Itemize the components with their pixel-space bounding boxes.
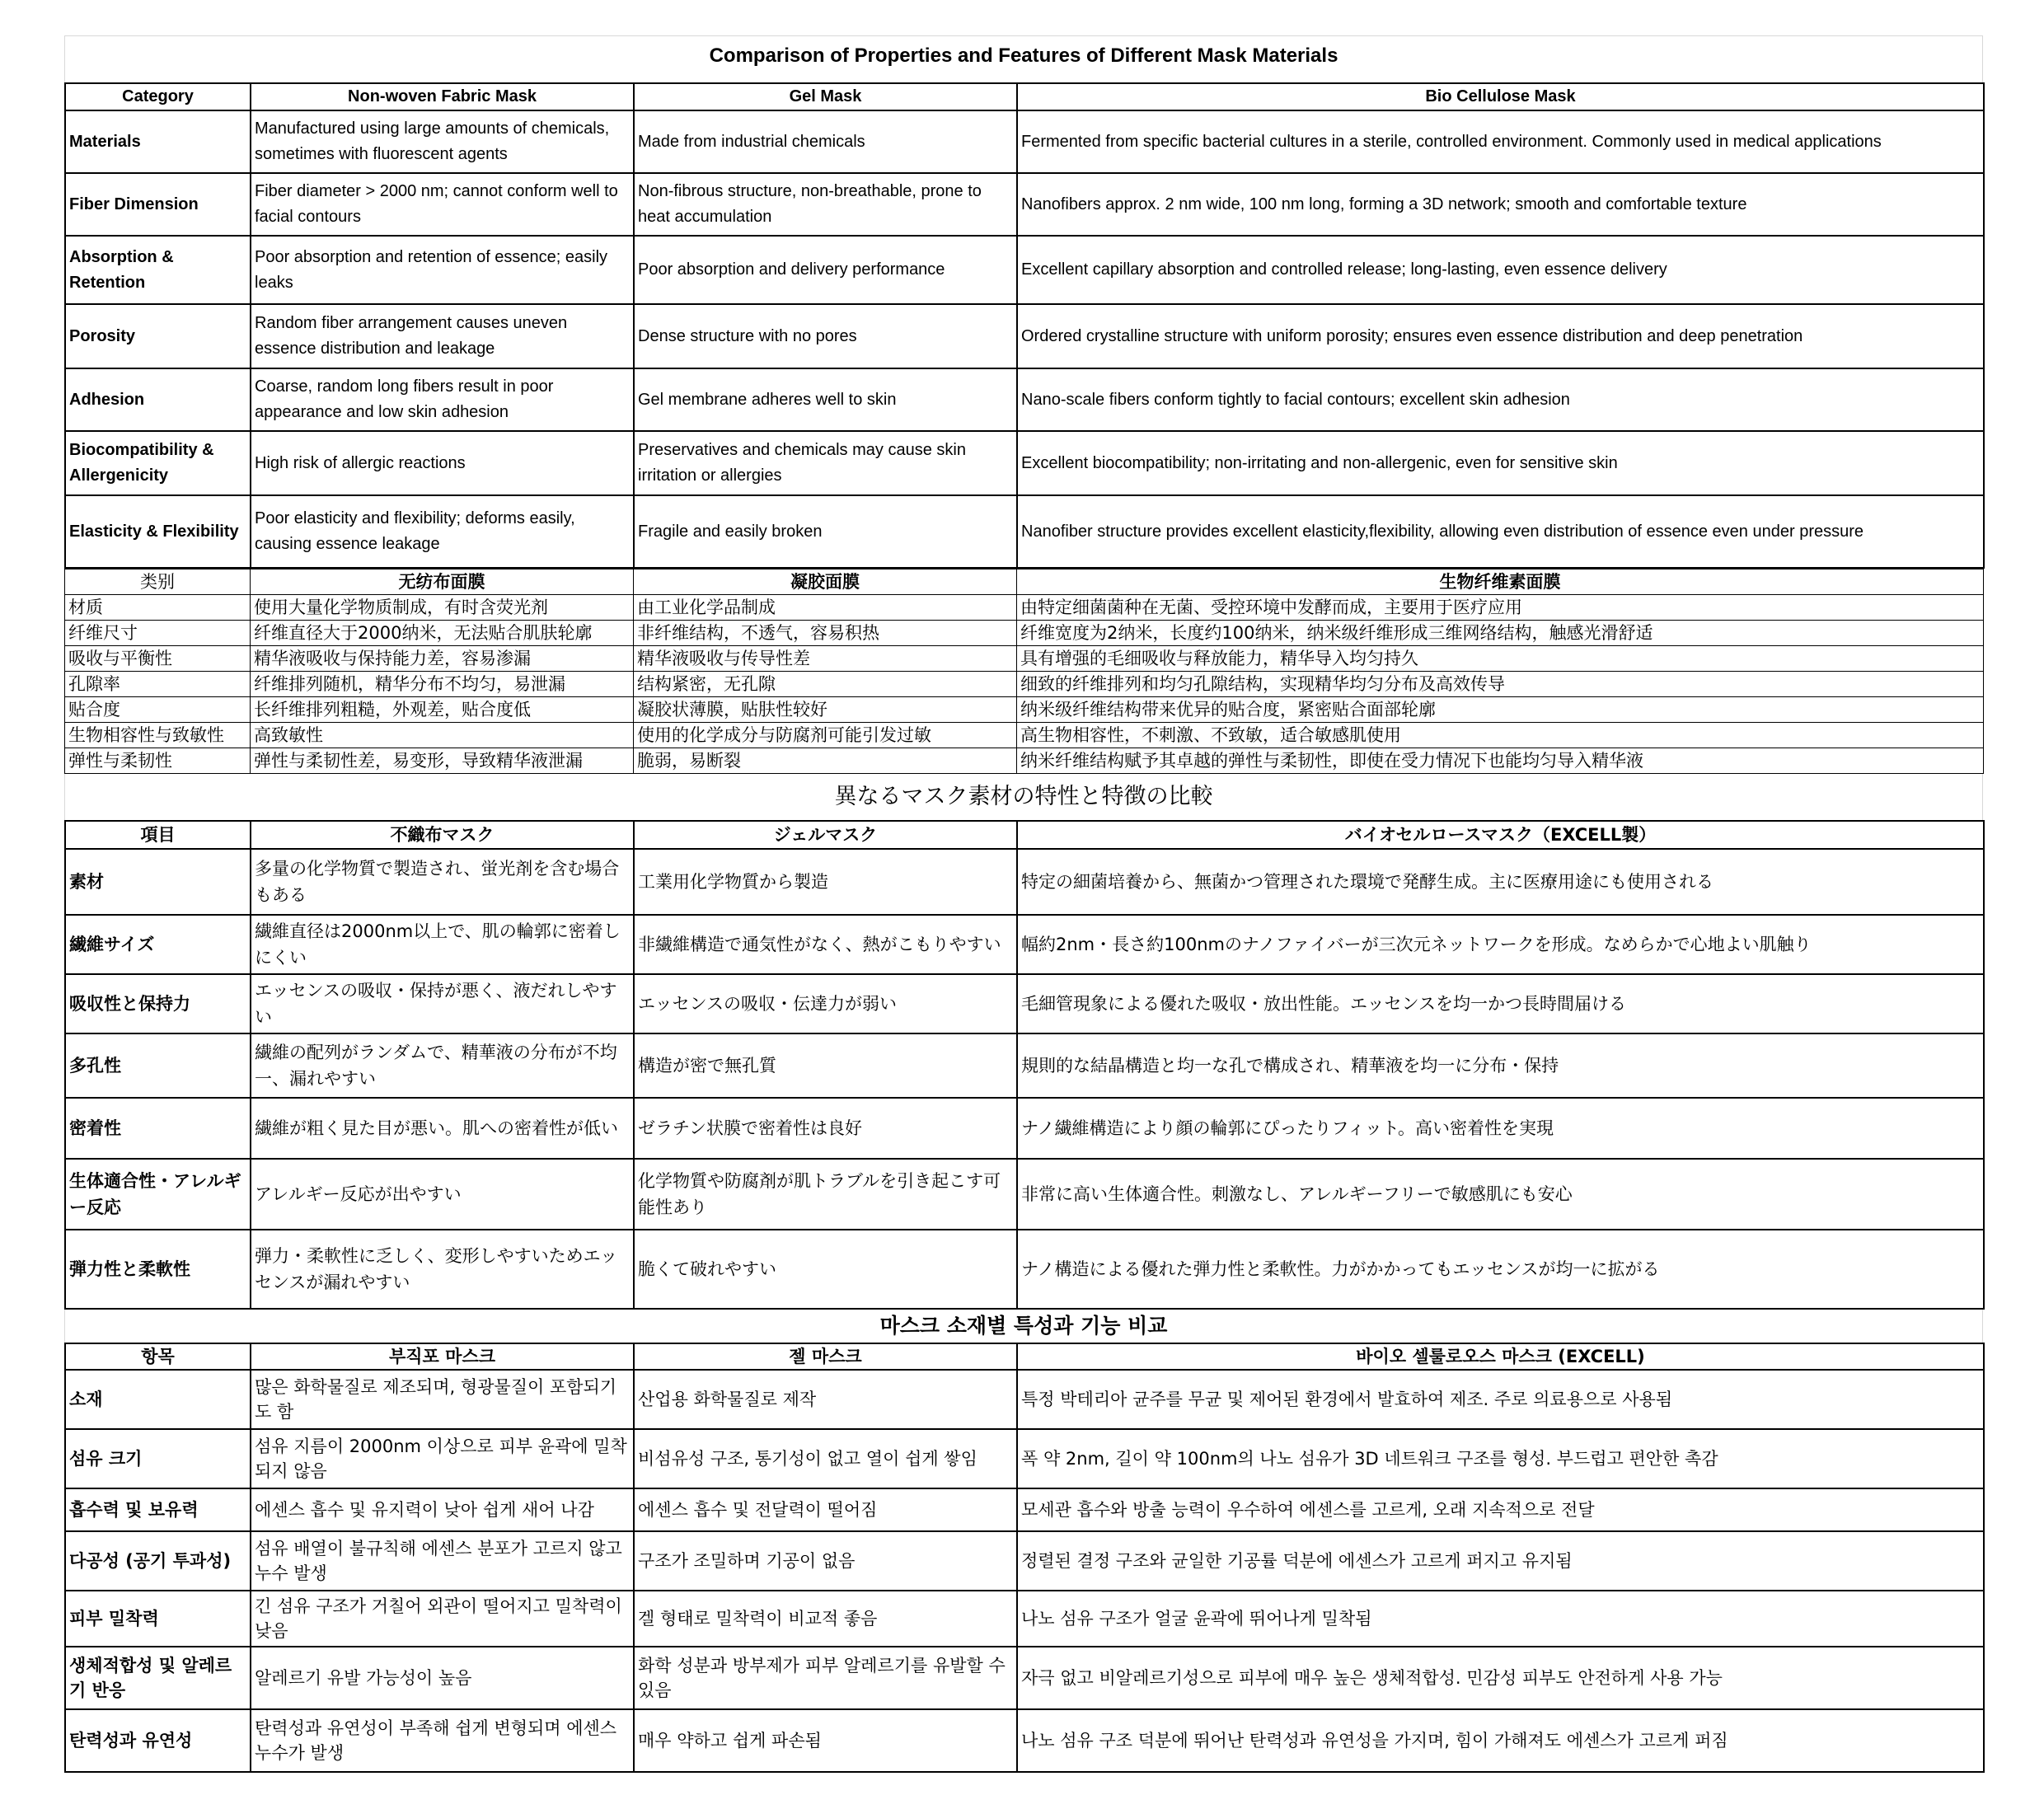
cell-gel: 구조가 조밀하며 기공이 없음	[634, 1531, 1017, 1591]
cell-gel: 매우 약하고 쉽게 파손됨	[634, 1709, 1017, 1772]
row-category: 소재	[65, 1370, 251, 1429]
cell-gel: 非繊維構造で通気性がなく、熱がこもりやすい	[634, 915, 1017, 974]
table-row	[65, 672, 1984, 697]
cell-nonwoven: 精华液吸收与保持能力差，容易渗漏	[251, 646, 634, 672]
table-row	[65, 748, 1984, 774]
header-row	[65, 1343, 1984, 1370]
row-category: Materials	[65, 110, 251, 173]
cell-gel: Preservatives and chemicals may cause skin irritation or allergies	[634, 431, 1017, 495]
cell-nonwoven: Random fiber arrangement causes uneven essence distribution and leakage	[251, 304, 634, 368]
header-gel: 凝胶面膜	[634, 569, 1017, 595]
table-row	[65, 1488, 1984, 1531]
row-category: 탄력성과 유연성	[65, 1709, 251, 1772]
header-nonwoven: 无纺布面膜	[251, 569, 634, 595]
cell-biocellulose: 纳米级纤维结构带来优异的贴合度，紧密贴合面部轮廓	[1017, 697, 1984, 723]
header-category: 항목	[65, 1343, 251, 1370]
row-category: 弹性与柔韧性	[65, 748, 251, 774]
table-row	[65, 621, 1984, 646]
row-category: 贴合度	[65, 697, 251, 723]
cell-gel: 工業用化学物質から製造	[634, 849, 1017, 915]
cell-gel: 脆くて破れやすい	[634, 1230, 1017, 1309]
cell-gel: Poor absorption and delivery performance	[634, 236, 1017, 304]
cell-gel: 화학 성분과 방부제가 피부 알레르기를 유발할 수 있음	[634, 1647, 1017, 1709]
table-row	[65, 1591, 1984, 1647]
japanese-table	[64, 820, 1985, 1310]
chinese-table	[64, 569, 1984, 774]
table-row	[65, 1098, 1984, 1159]
header-biocellulose: 바이오 셀룰로오스 마스크 (EXCELL)	[1017, 1343, 1984, 1370]
japanese-title: 異なるマスク素材の特性と特徴の比較	[64, 774, 1983, 820]
table-row	[65, 595, 1984, 621]
cell-nonwoven: 섬유 지름이 2000nm 이상으로 피부 윤곽에 밀착되지 않음	[251, 1429, 634, 1488]
cell-nonwoven: 탄력성과 유연성이 부족해 쉽게 변형되며 에센스 누수가 발생	[251, 1709, 634, 1772]
table-row	[65, 697, 1984, 723]
row-category: 繊維サイズ	[65, 915, 251, 974]
row-category: 生体適合性・アレルギー反応	[65, 1159, 251, 1230]
cell-nonwoven: 긴 섬유 구조가 거칠어 외관이 떨어지고 밀착력이 낮음	[251, 1591, 634, 1647]
header-category: Category	[65, 83, 251, 110]
cell-gel: 脆弱，易断裂	[634, 748, 1017, 774]
table-row	[65, 723, 1984, 748]
cell-nonwoven: 알레르기 유발 가능성이 높음	[251, 1647, 634, 1709]
table-row	[65, 173, 1984, 236]
row-category: Adhesion	[65, 368, 251, 431]
cell-gel: 산업용 화학물질로 제작	[634, 1370, 1017, 1429]
table-row	[65, 236, 1984, 304]
table-row	[65, 646, 1984, 672]
cell-gel: 비섬유성 구조, 통기성이 없고 열이 쉽게 쌓임	[634, 1429, 1017, 1488]
cell-nonwoven: Fiber diameter > 2000 nm; cannot conform well to facial contours	[251, 173, 634, 236]
cell-biocellulose: 纳米纤维结构赋予其卓越的弹性与柔韧性，即使在受力情况下也能均匀导入精华液	[1017, 748, 1984, 774]
cell-nonwoven: Coarse, random long fibers result in poor appearance and low skin adhesion	[251, 368, 634, 431]
cell-biocellulose: 具有增强的毛细吸收与释放能力，精华导入均匀持久	[1017, 646, 1984, 672]
cell-gel: Non-fibrous structure, non-breathable, prone to heat accumulation	[634, 173, 1017, 236]
cell-biocellulose: 特定の細菌培養から、無菌かつ管理された環境で発酵生成。主に医療用途にも使用される	[1017, 849, 1984, 915]
row-category: 素材	[65, 849, 251, 915]
row-category: 다공성 (공기 투과성)	[65, 1531, 251, 1591]
cell-nonwoven: Poor elasticity and flexibility; deforms easily, causing essence leakage	[251, 495, 634, 568]
cell-nonwoven: 섬유 배열이 불규칙해 에센스 분포가 고르지 않고 누수 발생	[251, 1531, 634, 1591]
korean-title: 마스크 소재별 특성과 기능 비교	[64, 1310, 1983, 1343]
header-row	[65, 83, 1984, 110]
cell-nonwoven: 高致敏性	[251, 723, 634, 748]
header-nonwoven: 不織布マスク	[251, 821, 634, 849]
cell-biocellulose: 非常に高い生体適合性。刺激なし、アレルギーフリーで敏感肌にも安心	[1017, 1159, 1984, 1230]
cell-biocellulose: Excellent capillary absorption and controlled release; long-lasting, even essence delivery	[1017, 236, 1984, 304]
cell-nonwoven: アレルギー反応が出やすい	[251, 1159, 634, 1230]
row-category: 多孔性	[65, 1033, 251, 1098]
cell-gel: ゼラチン状膜で密着性は良好	[634, 1098, 1017, 1159]
header-category: 項目	[65, 821, 251, 849]
table-row	[65, 368, 1984, 431]
header-gel: 젤 마스크	[634, 1343, 1017, 1370]
cell-biocellulose: Nano-scale fibers conform tightly to facial contours; excellent skin adhesion	[1017, 368, 1984, 431]
header-nonwoven: Non-woven Fabric Mask	[251, 83, 634, 110]
cell-nonwoven: Poor absorption and retention of essence; easily leaks	[251, 236, 634, 304]
cell-biocellulose: 细致的纤维排列和均匀孔隙结构，实现精华均匀分布及高效传导	[1017, 672, 1984, 697]
cell-gel: エッセンスの吸収・伝達力が弱い	[634, 974, 1017, 1033]
table-row	[65, 849, 1984, 915]
row-category: 材质	[65, 595, 251, 621]
table-row	[65, 110, 1984, 173]
cell-gel: Fragile and easily broken	[634, 495, 1017, 568]
cell-nonwoven: Manufactured using large amounts of chemicals, sometimes with fluorescent agents	[251, 110, 634, 173]
cell-nonwoven: 长纤维排列粗糙，外观差，贴合度低	[251, 697, 634, 723]
row-category: 密着性	[65, 1098, 251, 1159]
cell-nonwoven: 弾力・柔軟性に乏しく、変形しやすいためエッセンスが漏れやすい	[251, 1230, 634, 1309]
spacer-row	[64, 76, 1983, 82]
english-title: Comparison of Properties and Features of Different Mask Materials	[64, 35, 1983, 76]
row-category: Porosity	[65, 304, 251, 368]
table-row	[65, 915, 1984, 974]
header-row	[65, 569, 1984, 595]
cell-gel: 由工业化学品制成	[634, 595, 1017, 621]
row-category: 生物相容性与致敏性	[65, 723, 251, 748]
row-category: 孔隙率	[65, 672, 251, 697]
cell-biocellulose: Fermented from specific bacterial cultures in a sterile, controlled environment. Commonly used in medical applications	[1017, 110, 1984, 173]
korean-table	[64, 1343, 1985, 1773]
header-biocellulose: 生物纤维素面膜	[1017, 569, 1984, 595]
cell-biocellulose: Nanofibers approx. 2 nm wide, 100 nm long, forming a 3D network; smooth and comfortable texture	[1017, 173, 1984, 236]
english-table	[64, 82, 1985, 569]
cell-nonwoven: 繊維の配列がランダムで、精華液の分布が不均一、漏れやすい	[251, 1033, 634, 1098]
cell-biocellulose: 規則的な結晶構造と均一な孔で構成され、精華液を均一に分布・保持	[1017, 1033, 1984, 1098]
cell-gel: 非纤维结构，不透气，容易积热	[634, 621, 1017, 646]
row-category: Fiber Dimension	[65, 173, 251, 236]
cell-nonwoven: 繊維直径は2000nm以上で、肌の輪郭に密着しにくい	[251, 915, 634, 974]
table-row	[65, 495, 1984, 568]
header-gel: ジェルマスク	[634, 821, 1017, 849]
table-row	[65, 1033, 1984, 1098]
cell-nonwoven: 많은 화학물질로 제조되며, 형광물질이 포함되기도 함	[251, 1370, 634, 1429]
cell-gel: 结构紧密，无孔隙	[634, 672, 1017, 697]
cell-nonwoven: 多量の化学物質で製造され、蛍光剤を含む場合もある	[251, 849, 634, 915]
cell-nonwoven: 弹性与柔韧性差，易变形，导致精华液泄漏	[251, 748, 634, 774]
cell-nonwoven: 纤维直径大于2000纳米，无法贴合肌肤轮廓	[251, 621, 634, 646]
cell-biocellulose: Ordered crystalline structure with uniform porosity; ensures even essence distribution and deep penetration	[1017, 304, 1984, 368]
cell-gel: 겔 형태로 밀착력이 비교적 좋음	[634, 1591, 1017, 1647]
cell-nonwoven: 에센스 흡수 및 유지력이 낮아 쉽게 새어 나감	[251, 1488, 634, 1531]
cell-gel: 凝胶状薄膜，贴肤性较好	[634, 697, 1017, 723]
cell-gel: 構造が密で無孔質	[634, 1033, 1017, 1098]
cell-gel: 에센스 흡수 및 전달력이 떨어짐	[634, 1488, 1017, 1531]
cell-biocellulose: 高生物相容性，不刺激、不致敏，适合敏感肌使用	[1017, 723, 1984, 748]
table-row	[65, 431, 1984, 495]
cell-nonwoven: 使用大量化学物质制成，有时含荧光剂	[251, 595, 634, 621]
cell-biocellulose: 纤维宽度为2纳米，长度约100纳米，纳米级纤维形成三维网络结构，触感光滑舒适	[1017, 621, 1984, 646]
cell-biocellulose: 나노 섬유 구조가 얼굴 윤곽에 뛰어나게 밀착됨	[1017, 1591, 1984, 1647]
cell-nonwoven: 繊維が粗く見た目が悪い。肌への密着性が低い	[251, 1098, 634, 1159]
spreadsheet	[64, 35, 1983, 1773]
table-row	[65, 1531, 1984, 1591]
row-category: Biocompatibility & Allergenicity	[65, 431, 251, 495]
cell-biocellulose: 정렬된 결정 구조와 균일한 기공률 덕분에 에센스가 고르게 퍼지고 유지됨	[1017, 1531, 1984, 1591]
cell-nonwoven: エッセンスの吸収・保持が悪く、液だれしやすい	[251, 974, 634, 1033]
table-row	[65, 1370, 1984, 1429]
cell-gel: Gel membrane adheres well to skin	[634, 368, 1017, 431]
cell-gel: 使用的化学成分与防腐剂可能引发过敏	[634, 723, 1017, 748]
table-row	[65, 1230, 1984, 1309]
row-category: Elasticity & Flexibility	[65, 495, 251, 568]
cell-biocellulose: 자극 없고 비알레르기성으로 피부에 매우 높은 생체적합성. 민감성 피부도 안전하게 사용 가능	[1017, 1647, 1984, 1709]
row-category: 吸収性と保持力	[65, 974, 251, 1033]
cell-nonwoven: High risk of allergic reactions	[251, 431, 634, 495]
header-nonwoven: 부직포 마스크	[251, 1343, 634, 1370]
cell-biocellulose: 나노 섬유 구조 덕분에 뛰어난 탄력성과 유연성을 가지며, 힘이 가해져도 에센스가 고르게 퍼짐	[1017, 1709, 1984, 1772]
table-row	[65, 1159, 1984, 1230]
header-row	[65, 821, 1984, 849]
cell-biocellulose: ナノ繊維構造により顔の輪郭にぴったりフィット。高い密着性を実現	[1017, 1098, 1984, 1159]
cell-biocellulose: Nanofiber structure provides excellent elasticity,flexibility, allowing even distribution of essence even under pressure	[1017, 495, 1984, 568]
header-category: 类别	[65, 569, 251, 595]
table-row	[65, 1429, 1984, 1488]
row-category: 생체적합성 및 알레르기 반응	[65, 1647, 251, 1709]
row-category: 弾力性と柔軟性	[65, 1230, 251, 1309]
cell-gel: 化学物質や防腐剤が肌トラブルを引き起こす可能性あり	[634, 1159, 1017, 1230]
cell-biocellulose: ナノ構造による優れた弾力性と柔軟性。力がかかってもエッセンスが均一に拡がる	[1017, 1230, 1984, 1309]
row-category: 흡수력 및 보유력	[65, 1488, 251, 1531]
table-row	[65, 1647, 1984, 1709]
row-category: Absorption & Retention	[65, 236, 251, 304]
cell-biocellulose: 모세관 흡수와 방출 능력이 우수하여 에센스를 고르게, 오래 지속적으로 전달	[1017, 1488, 1984, 1531]
cell-biocellulose: 毛細管現象による優れた吸収・放出性能。エッセンスを均一かつ長時間届ける	[1017, 974, 1984, 1033]
row-category: 피부 밀착력	[65, 1591, 251, 1647]
table-row	[65, 974, 1984, 1033]
cell-gel: Dense structure with no pores	[634, 304, 1017, 368]
cell-biocellulose: 폭 약 2nm, 길이 약 100nm의 나노 섬유가 3D 네트워크 구조를 형성. 부드럽고 편안한 촉감	[1017, 1429, 1984, 1488]
header-biocellulose: Bio Cellulose Mask	[1017, 83, 1984, 110]
cell-gel: 精华液吸收与传导性差	[634, 646, 1017, 672]
row-category: 纤维尺寸	[65, 621, 251, 646]
table-row	[65, 1709, 1984, 1772]
cell-gel: Made from industrial chemicals	[634, 110, 1017, 173]
cell-biocellulose: Excellent biocompatibility; non-irritating and non-allergenic, even for sensitive skin	[1017, 431, 1984, 495]
cell-biocellulose: 특정 박테리아 균주를 무균 및 제어된 환경에서 발효하여 제조. 주로 의료용으로 사용됨	[1017, 1370, 1984, 1429]
cell-nonwoven: 纤维排列随机，精华分布不均匀，易泄漏	[251, 672, 634, 697]
header-gel: Gel Mask	[634, 83, 1017, 110]
row-category: 吸收与平衡性	[65, 646, 251, 672]
header-biocellulose: バイオセルロースマスク（EXCELL製）	[1017, 821, 1984, 849]
row-category: 섬유 크기	[65, 1429, 251, 1488]
cell-biocellulose: 由特定细菌菌种在无菌、受控环境中发酵而成，主要用于医疗应用	[1017, 595, 1984, 621]
table-row	[65, 304, 1984, 368]
cell-biocellulose: 幅約2nm・長さ約100nmのナノファイバーが三次元ネットワークを形成。なめらかで心地よい肌触り	[1017, 915, 1984, 974]
